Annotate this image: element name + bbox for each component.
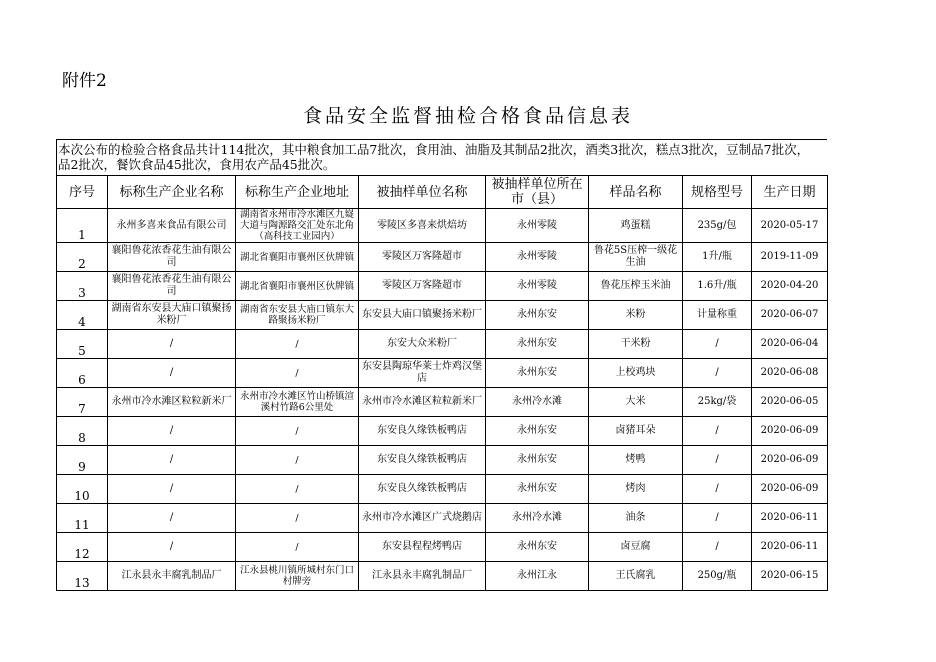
table-row xyxy=(57,359,828,388)
sampled-unit-cell: 永州市冷水滩区粒粒新米厂 xyxy=(359,388,486,417)
header-date: 生产日期 xyxy=(752,176,828,209)
sampled-unit-cell: 零陵区万客隆超市 xyxy=(359,243,486,272)
sampled-city-cell: 永州东安 xyxy=(486,359,589,388)
spec-cell: 计量称重 xyxy=(683,301,752,330)
product-cell: 烤肉 xyxy=(589,475,683,504)
row-number: 6 xyxy=(57,359,108,388)
table-row xyxy=(57,562,828,591)
date-cell: 2020-06-07 xyxy=(752,301,828,330)
sampled-unit-cell: 东安大众米粉厂 xyxy=(359,330,486,359)
header-spec: 规格型号 xyxy=(683,176,752,209)
food-table xyxy=(56,175,828,591)
row-number: 10 xyxy=(57,475,108,504)
header-sampled-city: 被抽样单位所在市（县） xyxy=(486,176,589,209)
address-cell: / xyxy=(236,359,359,388)
address-cell: 湖北省襄阳市襄州区伙牌镇 xyxy=(236,243,359,272)
date-cell: 2020-06-11 xyxy=(752,504,828,533)
product-cell: 鸡蛋糕 xyxy=(589,209,683,243)
table-row xyxy=(57,475,828,504)
table-row xyxy=(57,446,828,475)
product-cell: 干米粉 xyxy=(589,330,683,359)
address-cell: 永州市冷水滩区竹山桥镇渲溪村竹路6公里处 xyxy=(236,388,359,417)
company-cell: 永州多喜来食品有限公司 xyxy=(108,209,236,243)
table-row xyxy=(57,388,828,417)
address-cell: 湖南省永州市冷水滩区九嶷大道与陶源路交汇处东北角（高科技工业园内） xyxy=(236,209,359,243)
spec-cell: / xyxy=(683,446,752,475)
sampled-unit-cell: 东安良久缘铁板鸭店 xyxy=(359,446,486,475)
sampled-unit-cell: 永州市冷水滩区广式烧鹅店 xyxy=(359,504,486,533)
summary-line-1: 本次公布的检验合格食品共计114批次，其中粮食加工品7批次，食用油、油脂及其制品2批次，酒类3批次，糕点3批次，豆制品7批次， xyxy=(58,142,810,157)
date-cell: 2019-11-09 xyxy=(752,243,828,272)
company-cell: / xyxy=(108,533,236,562)
spec-cell: 1升/瓶 xyxy=(683,243,752,272)
company-cell: / xyxy=(108,417,236,446)
row-number: 12 xyxy=(57,533,108,562)
company-cell: / xyxy=(108,359,236,388)
page-title: 食品安全监督抽检合格食品信息表 xyxy=(302,105,633,127)
address-cell: 湖北省襄阳市襄州区伙牌镇 xyxy=(236,272,359,301)
sampled-unit-cell: 东安县程程烤鸭店 xyxy=(359,533,486,562)
spec-cell: / xyxy=(683,417,752,446)
row-number: 7 xyxy=(57,388,108,417)
spec-cell: 25kg/袋 xyxy=(683,388,752,417)
table-row xyxy=(57,243,828,272)
row-number: 1 xyxy=(57,209,108,243)
spec-cell: 235g/包 xyxy=(683,209,752,243)
sampled-unit-cell: 东安良久缘铁板鸭店 xyxy=(359,475,486,504)
header-company: 标称生产企业名称 xyxy=(108,176,236,209)
row-number: 4 xyxy=(57,301,108,330)
company-cell: / xyxy=(108,446,236,475)
sampled-city-cell: 永州冷水滩 xyxy=(486,504,589,533)
date-cell: 2020-05-17 xyxy=(752,209,828,243)
header-address: 标称生产企业地址 xyxy=(236,176,359,209)
header-no: 序号 xyxy=(57,176,108,209)
date-cell: 2020-06-09 xyxy=(752,446,828,475)
company-cell: 襄阳鲁花浓香花生油有限公司 xyxy=(108,243,236,272)
address-cell: 湖南省东安县大庙口镇东大路聚扬米粉厂 xyxy=(236,301,359,330)
sampled-unit-cell: 零陵区万客隆超市 xyxy=(359,272,486,301)
date-cell: 2020-06-08 xyxy=(752,359,828,388)
spec-cell: / xyxy=(683,359,752,388)
product-cell: 卤豆腐 xyxy=(589,533,683,562)
table-row xyxy=(57,209,828,243)
table-body xyxy=(57,209,828,591)
product-cell: 王氏腐乳 xyxy=(589,562,683,591)
food-info-sheet xyxy=(56,139,827,591)
product-cell: 鲁花压榨玉米油 xyxy=(589,272,683,301)
sampled-city-cell: 永州东安 xyxy=(486,533,589,562)
product-cell: 卤猪耳朵 xyxy=(589,417,683,446)
address-cell: / xyxy=(236,533,359,562)
company-cell: 江永县永丰腐乳制品厂 xyxy=(108,562,236,591)
company-cell: / xyxy=(108,330,236,359)
sampled-city-cell: 永州东安 xyxy=(486,446,589,475)
company-cell: 永州市冷水滩区粒粒新米厂 xyxy=(108,388,236,417)
table-row xyxy=(57,533,828,562)
header-row xyxy=(57,176,828,209)
spec-cell: 1.6升/瓶 xyxy=(683,272,752,301)
address-cell: / xyxy=(236,330,359,359)
row-number: 2 xyxy=(57,243,108,272)
row-number: 11 xyxy=(57,504,108,533)
spec-cell: / xyxy=(683,504,752,533)
sampled-unit-cell: 东安县大庙口镇聚扬米粉厂 xyxy=(359,301,486,330)
sampled-city-cell: 永州冷水滩 xyxy=(486,388,589,417)
product-cell: 大米 xyxy=(589,388,683,417)
table-row xyxy=(57,330,828,359)
address-cell: 江永县桃川镇所城村东门口村牌旁 xyxy=(236,562,359,591)
summary-line-2: 品2批次，餐饮食品45批次，食用农产品45批次。 xyxy=(58,157,336,172)
address-cell: / xyxy=(236,504,359,533)
table-row xyxy=(57,417,828,446)
sampled-city-cell: 永州零陵 xyxy=(486,243,589,272)
table-row xyxy=(57,272,828,301)
spec-cell: / xyxy=(683,475,752,504)
header-product: 样品名称 xyxy=(589,176,683,209)
attachment-label: 附件2 xyxy=(62,71,107,91)
row-number: 9 xyxy=(57,446,108,475)
sampled-city-cell: 永州东安 xyxy=(486,475,589,504)
spec-cell: / xyxy=(683,533,752,562)
header-sampled-unit: 被抽样单位名称 xyxy=(359,176,486,209)
sampled-unit-cell: 江永县永丰腐乳制品厂 xyxy=(359,562,486,591)
row-number: 5 xyxy=(57,330,108,359)
sampled-city-cell: 永州江永 xyxy=(486,562,589,591)
row-number: 8 xyxy=(57,417,108,446)
date-cell: 2020-06-11 xyxy=(752,533,828,562)
address-cell: / xyxy=(236,475,359,504)
product-cell: 米粉 xyxy=(589,301,683,330)
date-cell: 2020-06-09 xyxy=(752,417,828,446)
address-cell: / xyxy=(236,446,359,475)
sampled-city-cell: 永州东安 xyxy=(486,330,589,359)
date-cell: 2020-06-05 xyxy=(752,388,828,417)
date-cell: 2020-06-15 xyxy=(752,562,828,591)
sampled-city-cell: 永州东安 xyxy=(486,301,589,330)
sampled-city-cell: 永州零陵 xyxy=(486,209,589,243)
sampled-unit-cell: 零陵区多喜来烘焙坊 xyxy=(359,209,486,243)
date-cell: 2020-06-09 xyxy=(752,475,828,504)
product-cell: 鲁花5S压榨一级花生油 xyxy=(589,243,683,272)
date-cell: 2020-06-04 xyxy=(752,330,828,359)
summary-text xyxy=(56,139,827,175)
table-row xyxy=(57,301,828,330)
sampled-unit-cell: 东安良久缘铁板鸭店 xyxy=(359,417,486,446)
company-cell: 湖南省东安县大庙口镇聚扬米粉厂 xyxy=(108,301,236,330)
row-number: 3 xyxy=(57,272,108,301)
address-cell: / xyxy=(236,417,359,446)
table-row xyxy=(57,504,828,533)
date-cell: 2020-04-20 xyxy=(752,272,828,301)
sampled-city-cell: 永州零陵 xyxy=(486,272,589,301)
sampled-unit-cell: 东安县陶琼华莱士炸鸡汉堡店 xyxy=(359,359,486,388)
spec-cell: 250g/瓶 xyxy=(683,562,752,591)
product-cell: 油条 xyxy=(589,504,683,533)
company-cell: 襄阳鲁花浓香花生油有限公司 xyxy=(108,272,236,301)
product-cell: 烤鸭 xyxy=(589,446,683,475)
spec-cell: / xyxy=(683,330,752,359)
company-cell: / xyxy=(108,504,236,533)
company-cell: / xyxy=(108,475,236,504)
sampled-city-cell: 永州东安 xyxy=(486,417,589,446)
product-cell: 上校鸡块 xyxy=(589,359,683,388)
row-number: 13 xyxy=(57,562,108,591)
